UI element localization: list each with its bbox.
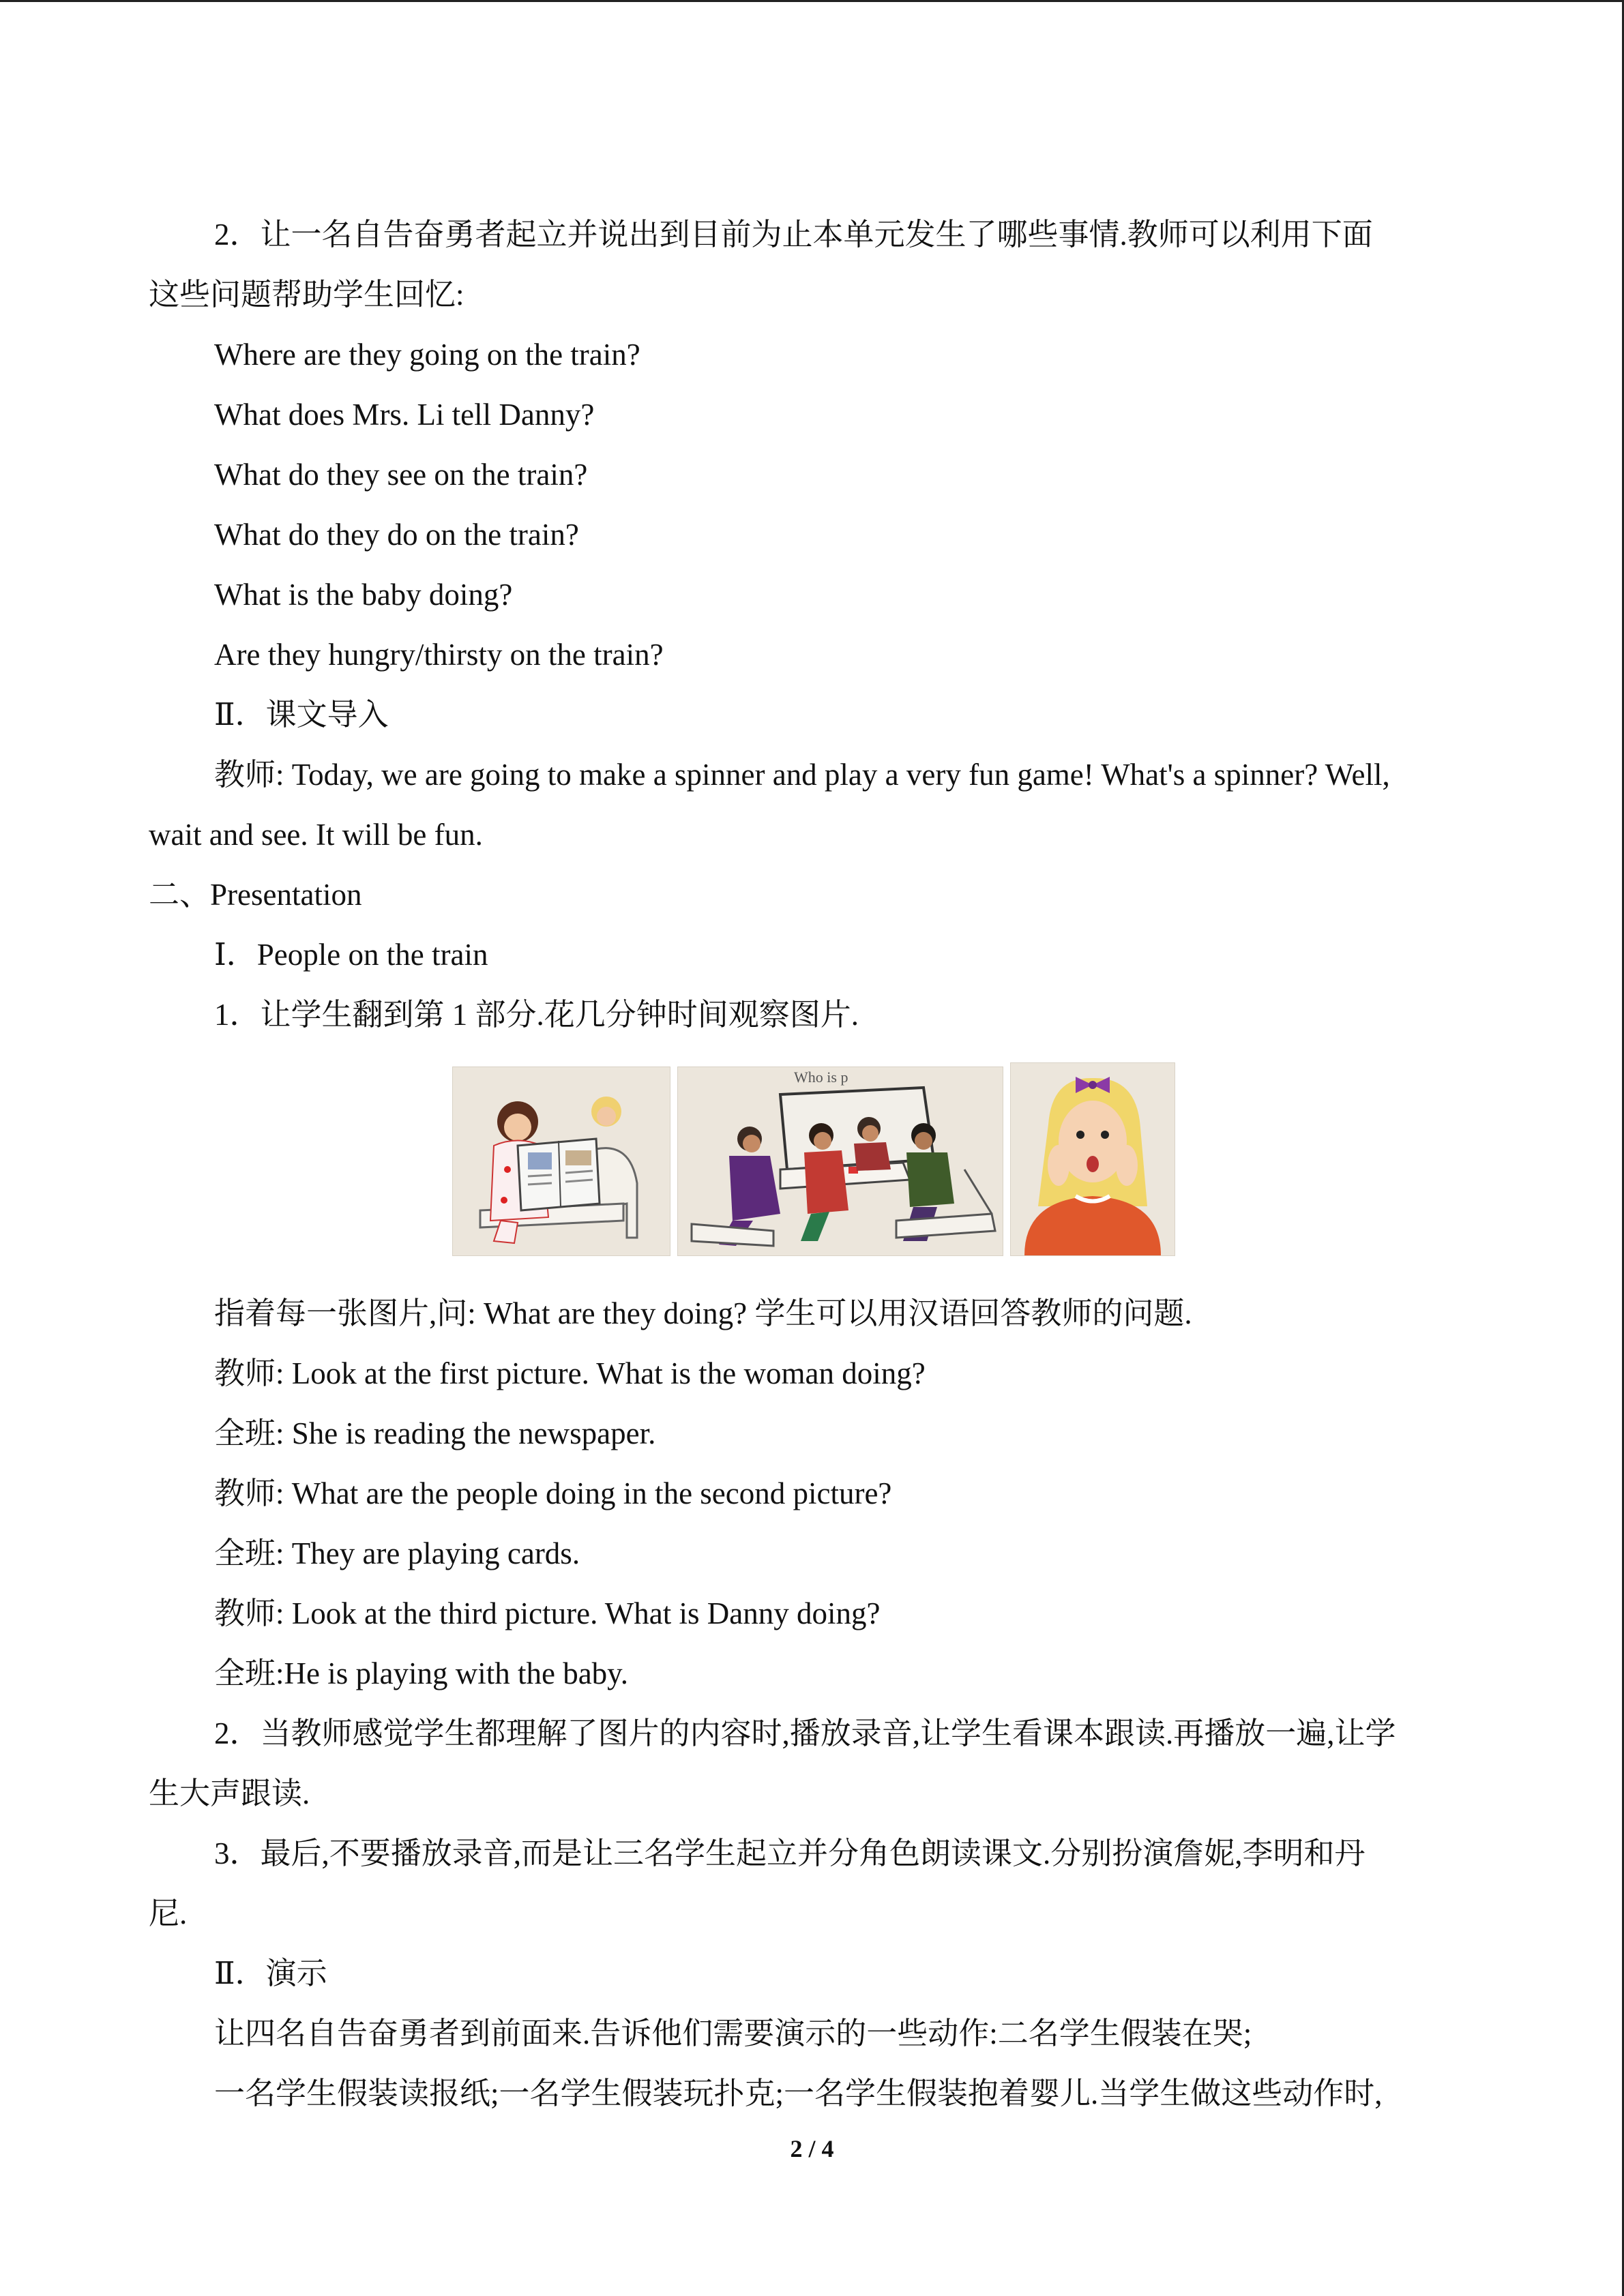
dialogue-line: 教师: Look at the first picture. What is the woman doing?: [214, 1356, 926, 1390]
dialogue-line: 教师: What are the people doing in the second picture?: [214, 1476, 892, 1510]
page-border-top: [0, 0, 1624, 2]
section-heading: Ⅱ．演示: [214, 1956, 327, 1991]
question-line: What do they do on the train?: [214, 518, 579, 552]
section-heading: Ⅰ．People on the train: [214, 938, 488, 972]
paragraph: 2．当教师感觉学生都理解了图片的内容时,播放录音,让学生看课本跟读.再播放一遍,让学: [214, 1716, 1396, 1750]
paragraph: 指着每一张图片,问: What are they doing? 学生可以用汉语回答教师的问题.: [214, 1296, 1192, 1330]
question-line: Where are they going on the train?: [214, 338, 640, 372]
section-heading: Ⅱ．课文导入: [214, 698, 389, 732]
woman-reading-newspaper-picture: [452, 1067, 670, 1256]
paragraph: 让四名自告奋勇者到前面来.告诉他们需要演示的一些动作:二名学生假装在哭;: [214, 2016, 1252, 2051]
paragraph: 生大声跟读.: [149, 1776, 310, 1810]
people-playing-cards-picture: [677, 1067, 1003, 1256]
question-line: What does Mrs. Li tell Danny?: [214, 398, 595, 432]
page-number: 2 / 4: [790, 2135, 834, 2162]
paragraph: 3．最后,不要播放录音,而是让三名学生起立并分角色朗读课文.分别扮演詹妮,李明和丹: [214, 1836, 1365, 1870]
paragraph: 2．让一名自告奋勇者起立并说出到目前为止本单元发生了哪些事情.教师可以利用下面: [214, 218, 1373, 252]
dialogue-line: 全班: She is reading the newspaper.: [214, 1416, 656, 1450]
section-heading: 二、Presentation: [149, 878, 362, 912]
figure-pictures: [149, 1058, 1479, 1256]
paragraph: wait and see. It will be fun.: [149, 818, 483, 852]
dialogue-line: 全班:He is playing with the baby.: [214, 1656, 628, 1690]
paragraph: 1．让学生翻到第 1 部分.花几分钟时间观察图片.: [214, 998, 859, 1032]
document-body: [149, 205, 1479, 2123]
question-line: Are they hungry/thirsty on the train?: [214, 638, 664, 672]
paragraph: 尼.: [149, 1896, 188, 1930]
question-line: What is the baby doing?: [214, 578, 513, 612]
dialogue-line: 教师: Look at the third picture. What is Danny doing?: [214, 1596, 881, 1630]
paragraph: 一名学生假装读报纸;一名学生假装玩扑克;一名学生假装抱着婴儿.当学生做这些动作时,: [214, 2076, 1383, 2111]
picture-caption-fragment: Who is p: [794, 1069, 848, 1086]
question-line: What do they see on the train?: [214, 458, 588, 492]
dialogue-line: 全班: They are playing cards.: [214, 1536, 580, 1570]
paragraph: 教师: Today, we are going to make a spinner and play a very fun game! What's a spinner? Well,: [214, 758, 1390, 792]
paragraph: 这些问题帮助学生回忆:: [149, 278, 464, 312]
girl-surprised-picture: [1010, 1062, 1175, 1256]
